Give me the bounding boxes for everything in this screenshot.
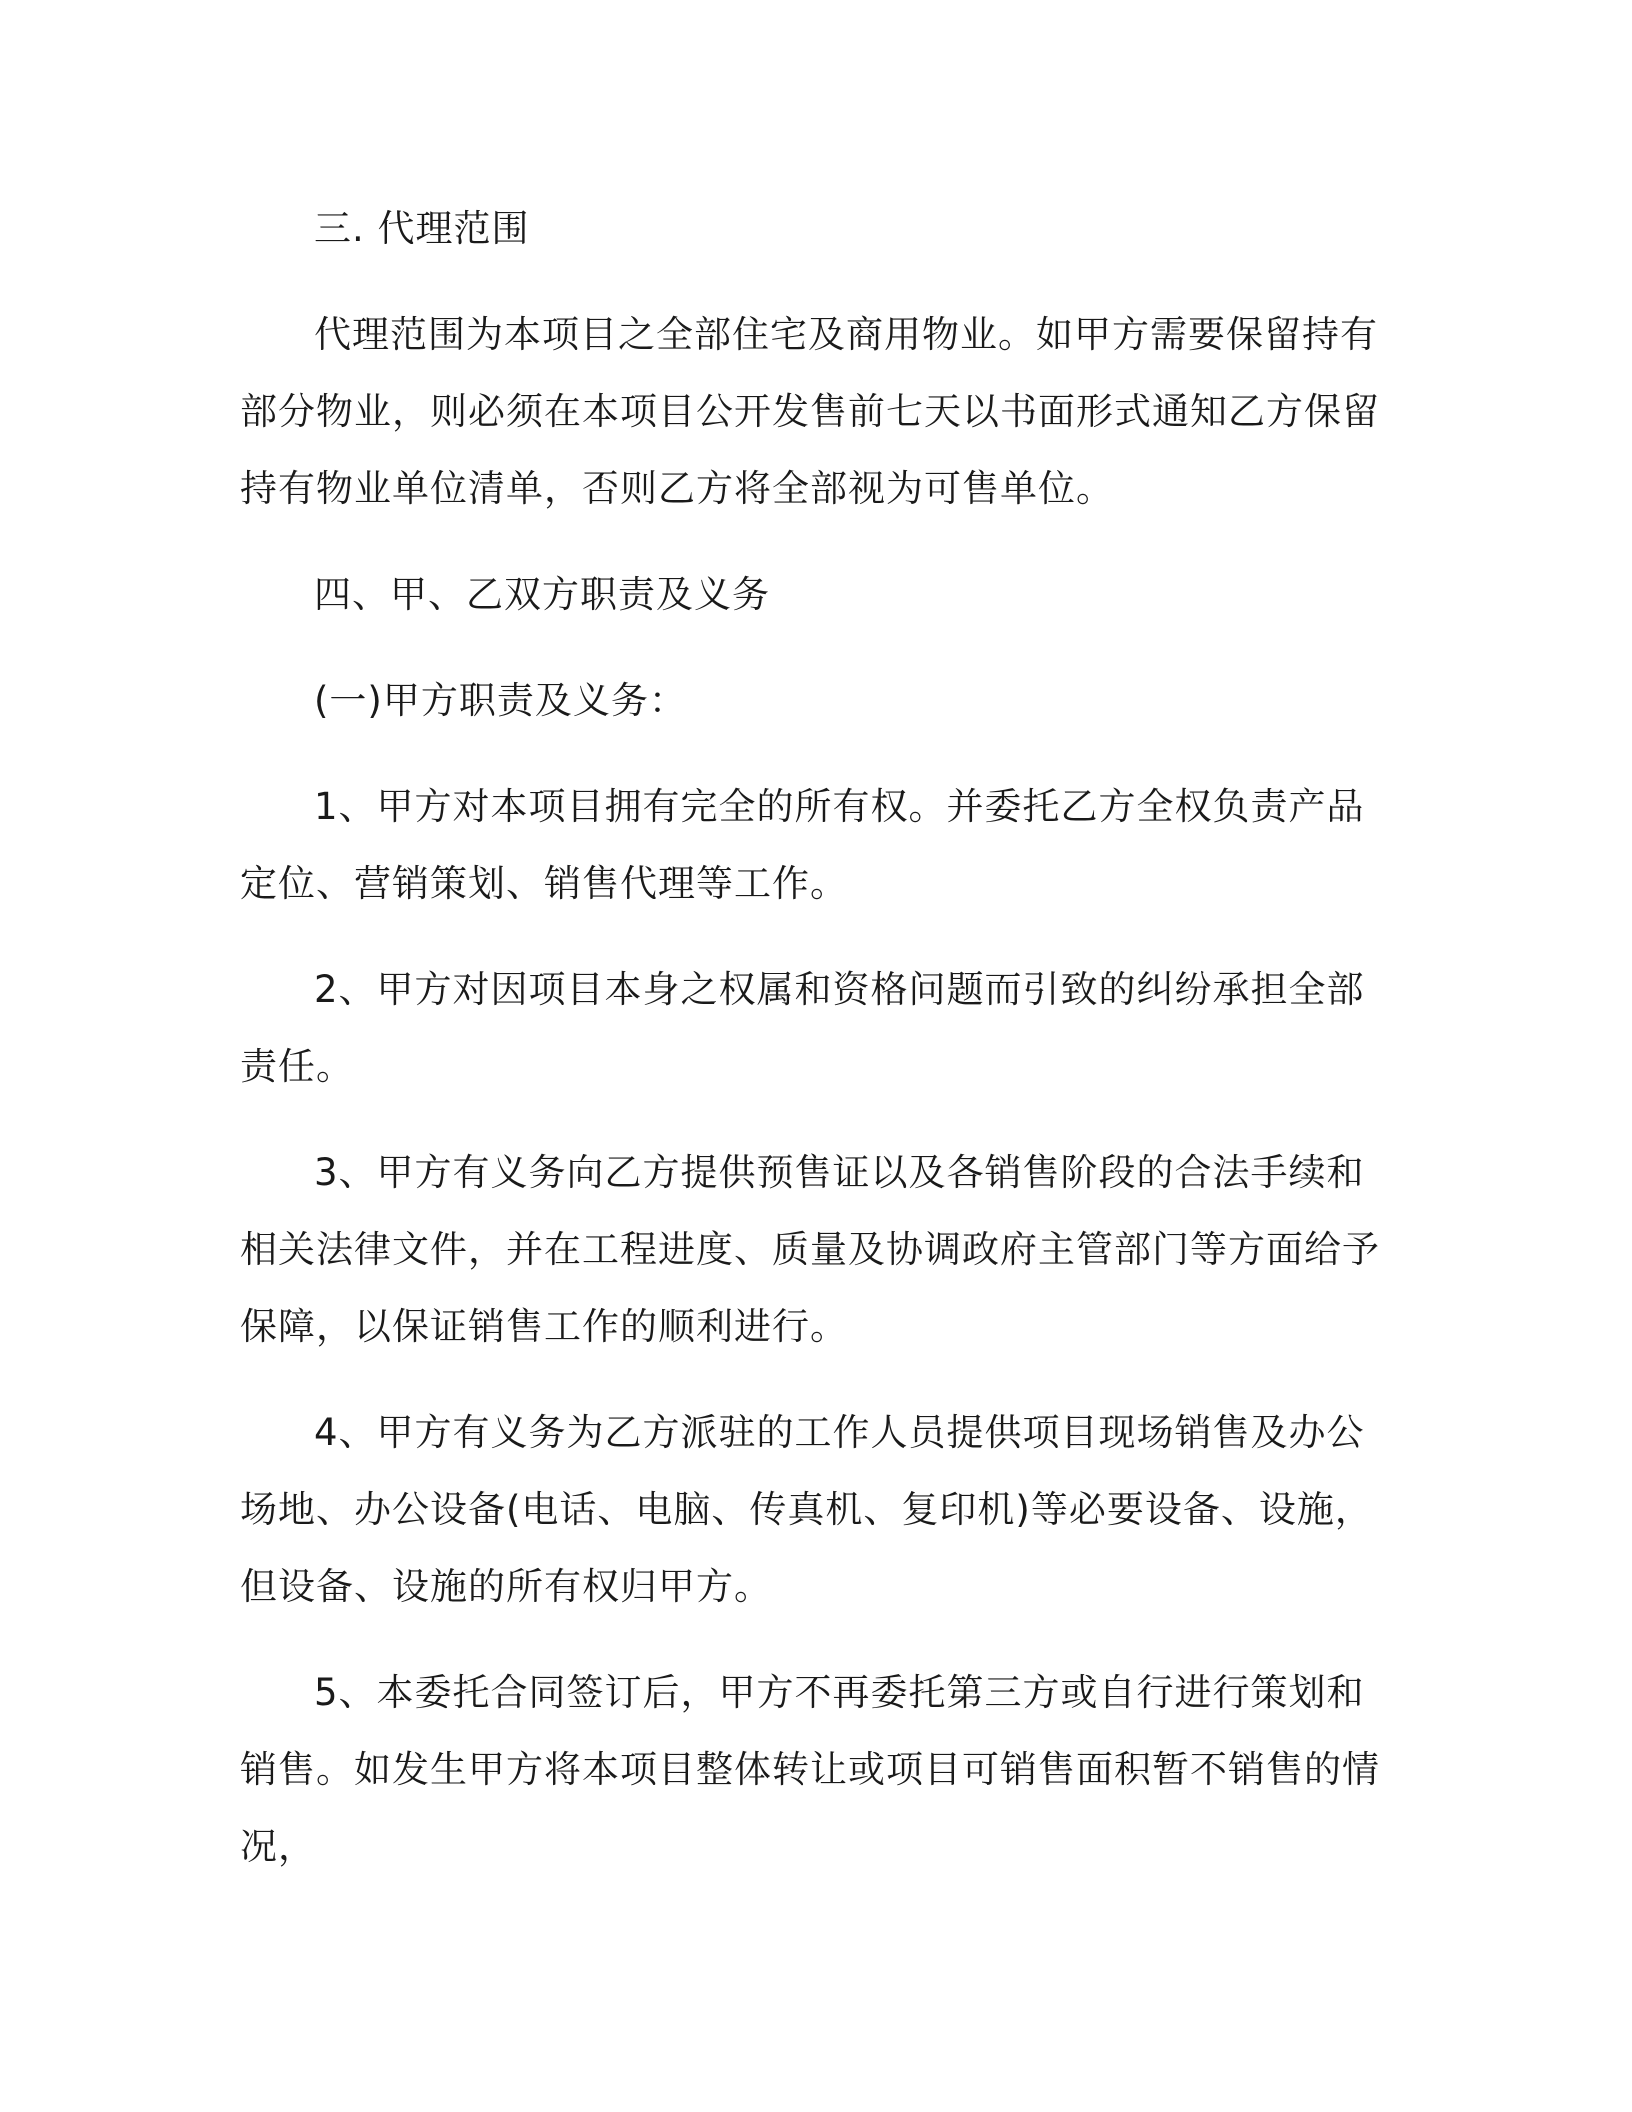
paragraph-scope: 代理范围为本项目之全部住宅及商用物业。如甲方需要保留持有部分物业，则必须在本项目公开发售前七天以书面形式通知乙方保留持有物业单位清单，否则乙方将全部视为可售单位。 (240, 313, 1380, 510)
list-item: 5、本委托合同签订后，甲方不再委托第三方或自行进行策划和销售。如发生甲方将本项目整体转让或项目可销售面积暂不销售的情况， (240, 1671, 1380, 1868)
list-item: 4、甲方有义务为乙方派驻的工作人员提供项目现场销售及办公场地、办公设备(电话、电脑、传真机、复印机)等必要设备、设施，但设备、设施的所有权归甲方。 (240, 1411, 1373, 1608)
section-heading-scope: 三. 代理范围 (314, 207, 530, 250)
document-page (240, 190, 1380, 1885)
subheading-party-a-duties: (一)甲方职责及义务： (314, 679, 687, 722)
list-item: 2、甲方对因项目本身之权属和资格问题而引致的纠纷承担全部责任。 (240, 968, 1365, 1088)
list-item: 3、甲方有义务向乙方提供预售证以及各销售阶段的合法手续和相关法律文件，并在工程进度、质量及协调政府主管部门等方面给予保障，以保证销售工作的顺利进行。 (240, 1151, 1380, 1348)
section-heading-duties: 四、甲、乙双方职责及义务 (314, 573, 770, 616)
list-item: 1、甲方对本项目拥有完全的所有权。并委托乙方全权负责产品定位、营销策划、销售代理等工作。 (240, 785, 1365, 905)
